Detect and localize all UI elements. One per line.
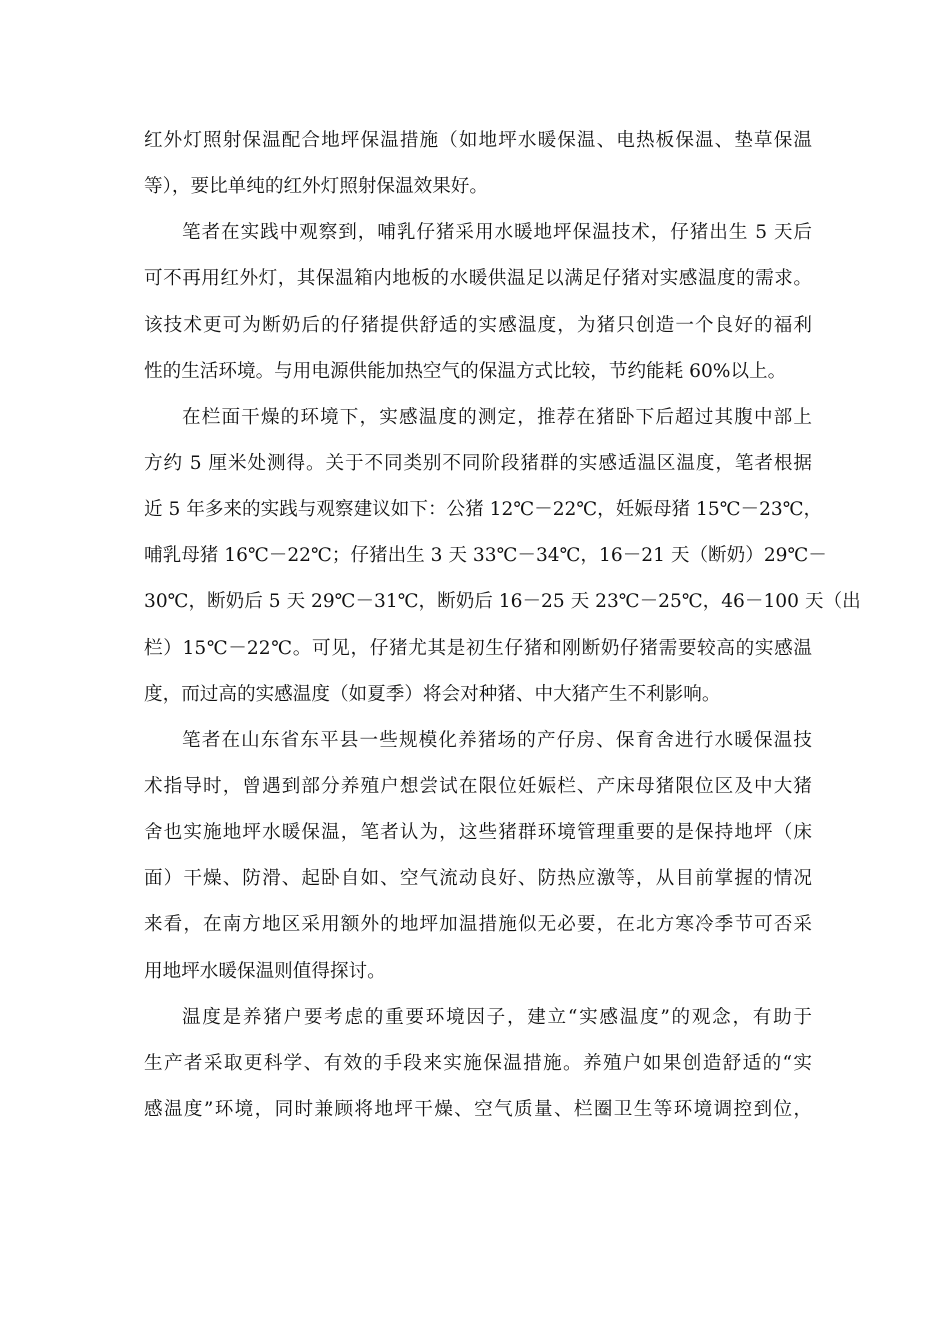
text-line: 感温度”环境，同时兼顾将地坪干燥、空气质量、栏圈卫生等环境调控到位， [144,1098,812,1120]
text-line: 在栏面干燥的环境下，实感温度的测定，推荐在猪卧下后超过其腹中部上 [182,406,812,428]
text-line: 栏）15℃－22℃。可见，仔猪尤其是初生仔猪和刚断奶仔猪需要较高的实感温 [144,637,812,659]
text-line: 笔者在山东省东平县一些规模化养猪场的产仔房、保育舍进行水暖保温技 [182,729,812,751]
text-line: 方约 5 厘米处测得。关于不同类别不同阶段猪群的实感适温区温度，笔者根据 [144,452,812,474]
document-page [144,118,861,1133]
text-line: 生产者采取更科学、有效的手段来实施保温措施。养殖户如果创造舒适的“实 [144,1052,812,1074]
text-line: 笔者在实践中观察到，哺乳仔猪采用水暖地坪保温技术，仔猪出生 5 天后 [182,222,812,244]
text-line: 温度是养猪户要考虑的重要环境因子，建立“实感温度”的观念，有助于 [182,1006,812,1028]
text-line: 等），要比单纯的红外灯照射保温效果好。 [144,176,488,198]
text-line: 术指导时，曾遇到部分养殖户想尝试在限位妊娠栏、产床母猪限位区及中大猪 [144,775,812,797]
text-line: 度，而过高的实感温度（如夏季）将会对种猪、中大猪产生不利影响。 [144,683,721,705]
text-line: 哺乳母猪 16℃－22℃；仔猪出生 3 天 33℃－34℃，16－21 天（断奶）29℃－ [144,545,827,567]
text-line: 可不再用红外灯，其保温箱内地板的水暖供温足以满足仔猪对实感温度的需求。 [144,268,812,290]
text-line: 该技术更可为断奶后的仔猪提供舒适的实感温度，为猪只创造一个良好的福利 [144,314,812,336]
text-line: 红外灯照射保温配合地坪保温措施（如地坪水暖保温、电热板保温、垫草保温 [144,130,812,151]
text-line: 30℃，断奶后 5 天 29℃－31℃，断奶后 16－25 天 23℃－25℃，46－100 天（出 [144,591,861,613]
text-line: 来看，在南方地区采用额外的地坪加温措施似无必要，在北方寒冷季节可否采 [144,914,812,936]
text-line: 近 5 年多来的实践与观察建议如下：公猪 12℃－22℃，妊娠母猪 15℃－23℃， [144,499,823,521]
text-line: 用地坪水暖保温则值得探讨。 [144,960,386,982]
text-line: 面）干燥、防滑、起卧自如、空气流动良好、防热应激等，从目前掌握的情况 [144,868,812,890]
text-line: 舍也实施地坪水暖保温，笔者认为，这些猪群环境管理重要的是保持地坪（床 [144,822,812,844]
text-line: 性的生活环境。与用电源供能加热空气的保温方式比较，节约能耗 60%以上。 [144,360,787,382]
